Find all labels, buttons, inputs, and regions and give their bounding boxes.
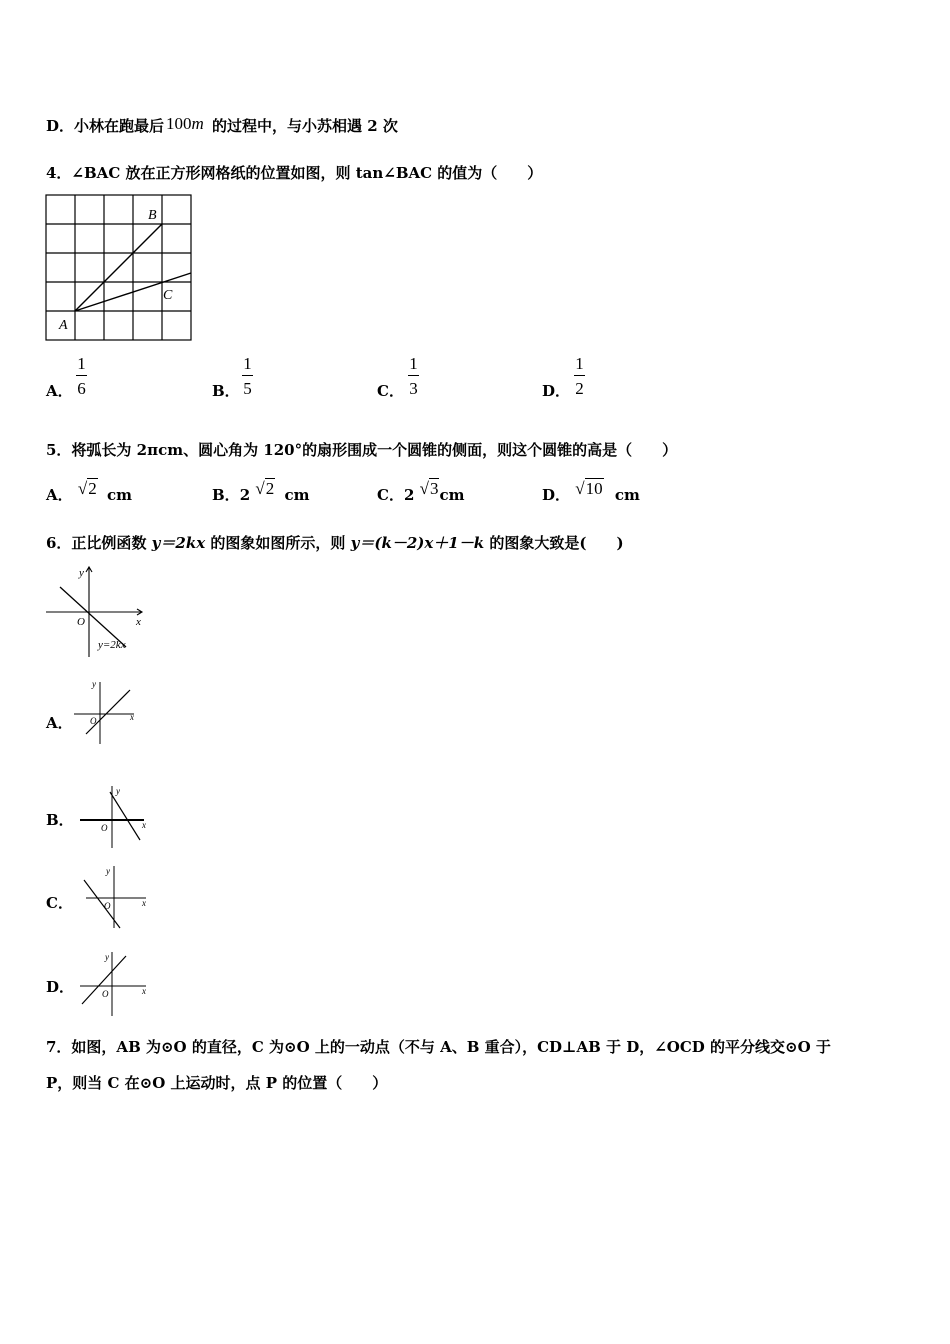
q6-main-graph	[44, 562, 154, 660]
q5-option-c-coef: 2	[403, 486, 415, 504]
q4-label-b: B	[148, 208, 157, 223]
q6-option-a-label: A．	[46, 714, 73, 732]
q5-option-a-sqrt: √2	[77, 479, 97, 498]
q6-option-d-o: O	[102, 989, 109, 999]
q5-option-a-unit: cm	[106, 486, 132, 504]
q4-option-d-label: D．	[542, 382, 571, 400]
q5-option-b-sqrt: √2	[255, 479, 275, 498]
q5-option-d-unit: cm	[614, 486, 640, 504]
q3-distance-value: 100	[166, 114, 192, 133]
q7-line2: P，则当 C 在⊙O 上运动时，点 P 的位置（ ）	[46, 1074, 388, 1092]
q4-option-b-num: 1	[243, 354, 252, 373]
q6-option-b-graph	[80, 784, 152, 852]
q6-func1: y＝2kx	[151, 534, 206, 552]
q4-option-d[interactable]	[542, 380, 570, 401]
q4-option-b-label: B．	[212, 382, 240, 400]
q6-option-d-graph	[78, 948, 152, 1020]
q6-main-o: O	[77, 616, 85, 628]
q5-option-d-label: D．	[542, 486, 571, 504]
q3-option-d-text-before: 小林在跑最后	[74, 117, 165, 135]
q4-option-c-den: 3	[409, 379, 418, 398]
q4-option-b-fraction	[242, 355, 253, 397]
q6-main-y: y	[79, 567, 84, 579]
q6-option-d[interactable]	[46, 976, 74, 997]
q4-option-c[interactable]	[377, 380, 404, 401]
q4-option-d-den: 2	[575, 379, 584, 398]
q6-stem-suffix: 的图象大致是( )	[484, 534, 624, 552]
q5-stem: 5．将弧长为 2πcm、圆心角为 120°的扇形围成一个圆锥的侧面，则这个圆锥的高是（ ）	[46, 441, 678, 459]
q6-option-a-x: x	[130, 712, 134, 722]
q4-option-a[interactable]	[46, 380, 73, 401]
q6-option-b-y: y	[116, 786, 120, 796]
q6-option-b[interactable]	[46, 809, 74, 830]
q4-option-b[interactable]	[212, 380, 240, 401]
q4-option-c-fraction	[408, 355, 419, 397]
q6-option-c[interactable]	[46, 892, 73, 913]
q4-option-a-den: 6	[77, 379, 86, 398]
q3-option-d-label: D．	[46, 117, 75, 135]
q3-option-d-text-after: 的过程中，与小苏相遇 2 次	[212, 117, 398, 135]
q6-option-b-x: x	[142, 820, 146, 830]
q5-option-c-unit: cm	[439, 486, 465, 504]
q4-grid-figure	[44, 193, 194, 343]
q5-option-a-radicand: 2	[88, 479, 97, 498]
q5-option-b[interactable]	[212, 479, 310, 505]
q6-option-a-o: O	[90, 716, 97, 726]
q3-option-d	[46, 115, 398, 136]
q5-option-c-label: C．	[377, 486, 404, 504]
q4-option-b-den: 5	[243, 379, 252, 398]
q5-option-d[interactable]	[542, 479, 640, 505]
q4-option-a-fraction	[76, 355, 87, 397]
q6-stem-prefix: 6．正比例函数	[46, 534, 152, 552]
q6-option-c-o: O	[104, 901, 111, 911]
q5-option-d-sqrt: √10	[575, 479, 603, 498]
q6-stem-mid: 的图象如图所示，则	[205, 534, 351, 552]
q5-option-b-unit: cm	[284, 486, 310, 504]
q6-option-d-y: y	[105, 952, 109, 962]
q6-option-c-graph	[80, 862, 152, 932]
q5-option-b-coef: 2	[239, 486, 251, 504]
q3-distance-unit: m	[191, 114, 204, 133]
q5-option-b-radicand: 2	[265, 479, 275, 498]
q6-main-x: x	[136, 616, 141, 628]
q6-option-d-x: x	[142, 986, 146, 996]
q5-option-b-label: B．	[212, 486, 240, 504]
q5-option-a-label: A．	[46, 486, 73, 504]
q6-main-line-label: y=2kx	[98, 639, 126, 651]
q4-option-a-label: A．	[46, 382, 73, 400]
q6-option-c-label: C．	[46, 894, 73, 912]
q4-option-d-num: 1	[575, 354, 584, 373]
q5-option-d-radicand: 10	[585, 479, 603, 498]
q6-option-b-label: B．	[46, 811, 74, 829]
q4-option-a-num: 1	[77, 354, 86, 373]
q6-option-a-y: y	[92, 679, 96, 689]
q6-option-c-x: x	[142, 898, 146, 908]
q5-option-a[interactable]	[46, 479, 132, 505]
q6-func2: y＝(k－2)x＋1－k	[350, 534, 485, 552]
q4-label-c: C	[163, 288, 173, 303]
q6-option-a-graph	[72, 676, 142, 752]
q4-option-c-label: C．	[377, 382, 404, 400]
q5-option-c-sqrt: √3	[419, 479, 439, 498]
q4-option-d-fraction	[574, 355, 585, 397]
q6-option-b-o: O	[101, 823, 108, 833]
q6-option-d-label: D．	[46, 978, 75, 996]
q4-option-c-num: 1	[409, 354, 418, 373]
q6-stem	[46, 532, 624, 553]
q4-stem: 4．∠BAC 放在正方形网格纸的位置如图，则 tan∠BAC 的值为（ ）	[46, 164, 543, 182]
q4-label-a: A	[59, 318, 68, 333]
q6-option-a[interactable]	[46, 712, 73, 733]
q6-option-c-y: y	[106, 866, 110, 876]
q7-line1: 7．如图，AB 为⊙O 的直径，C 为⊙O 上的一动点（不与 A、B 重合），CD⊥AB 于 D，∠OCD 的平分线交⊙O 于	[46, 1038, 831, 1056]
q5-option-c-radicand: 3	[429, 479, 439, 498]
q5-option-c[interactable]	[377, 479, 465, 505]
